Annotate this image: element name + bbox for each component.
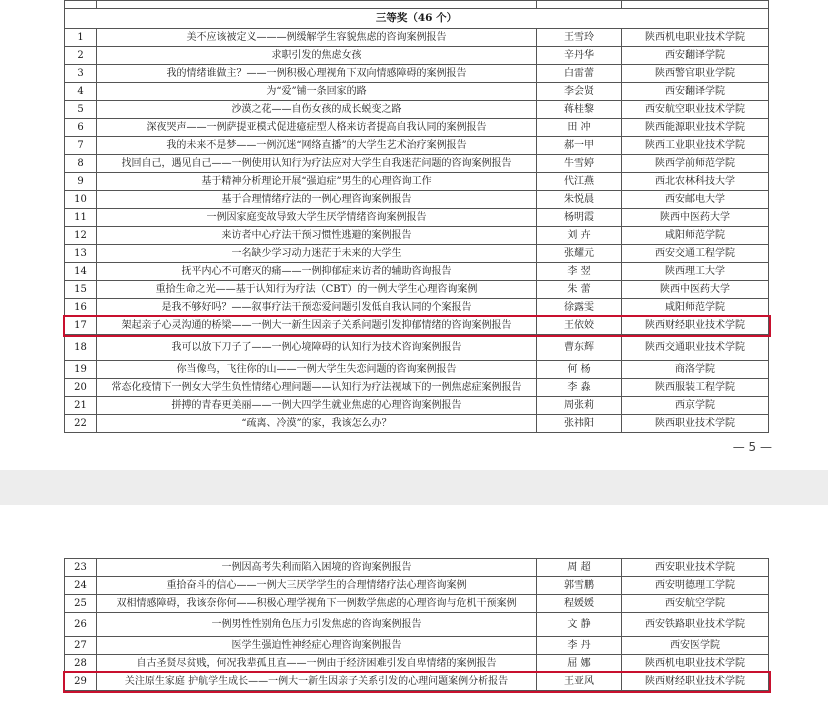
report-title: 自古圣贤尽贫贱，何况我辈孤且直——一例由于经济困难引发自卑情绪的案例报告	[97, 655, 537, 673]
school-name: 西安翻译学院	[622, 47, 769, 65]
table-row	[65, 29, 769, 47]
report-title: 美不应该被定义———例缓解学生容貌焦虑的咨询案例报告	[97, 29, 537, 47]
row-number: 14	[65, 263, 97, 281]
row-number: 26	[65, 613, 97, 637]
report-title: 找回自己，遇见自己——一例使用认知行为疗法应对大学生自我迷茫问题的咨询案例报告	[97, 155, 537, 173]
row-number: 17	[65, 317, 97, 335]
school-name: 咸阳师范学院	[622, 299, 769, 317]
school-name: 陕西理工大学	[622, 263, 769, 281]
author-name: 李 翌	[537, 263, 622, 281]
report-title: 重拾奋斗的信心——一例大三厌学学生的合理情绪疗法心理咨询案例	[97, 577, 537, 595]
table-row	[65, 209, 769, 227]
table-row	[65, 47, 769, 65]
report-title: 重拾生命之光——基于认知行为疗法（CBT）的一例大学生心理咨询案例	[97, 281, 537, 299]
page-number: — 5 —	[732, 440, 772, 454]
table-row	[65, 83, 769, 101]
author-name: 刘 卉	[537, 227, 622, 245]
report-title: 求职引发的焦虑女孩	[97, 47, 537, 65]
table-row	[65, 397, 769, 415]
row-number: 12	[65, 227, 97, 245]
author-name: 郭雪鹏	[537, 577, 622, 595]
school-name: 西安交通工程学院	[622, 245, 769, 263]
table-row	[65, 65, 769, 83]
row-number: 1	[65, 29, 97, 47]
report-title: 基于精神分析理论开展“强迫症”男生的心理咨询工作	[97, 173, 537, 191]
school-name: 陕西财经职业技术学院	[622, 673, 769, 691]
author-name: 李会贤	[537, 83, 622, 101]
author-name: 文 静	[537, 613, 622, 637]
table-row	[65, 191, 769, 209]
author-name: 白雷蕾	[537, 65, 622, 83]
report-title: 是我不够好吗？——叙事疗法干预恋爱问题引发低自我认同的个案报告	[97, 299, 537, 317]
table-row	[65, 173, 769, 191]
school-name: 陕西学前师范学院	[622, 155, 769, 173]
section-header-row	[65, 9, 769, 29]
report-title: 一名缺少学习动力迷茫于未来的大学生	[97, 245, 537, 263]
row-number: 3	[65, 65, 97, 83]
author-name: 李 淼	[537, 379, 622, 397]
report-title: 你当像鸟，飞往你的山——一例大学生失恋问题的咨询案例报告	[97, 361, 537, 379]
table-row	[65, 595, 769, 613]
school-name: 西京学院	[622, 397, 769, 415]
row-number: 4	[65, 83, 97, 101]
table-row	[65, 227, 769, 245]
school-name: 西安铁路职业技术学院	[622, 613, 769, 637]
table-row	[65, 361, 769, 379]
report-title: 一例因家庭变故导致大学生厌学情绪咨询案例报告	[97, 209, 537, 227]
table-row	[65, 281, 769, 299]
school-name: 陕西职业技术学院	[622, 415, 769, 433]
table-row	[65, 613, 769, 637]
school-name: 陕西机电职业技术学院	[622, 29, 769, 47]
author-name: 郝一甲	[537, 137, 622, 155]
school-name: 陕西财经职业技术学院	[622, 317, 769, 335]
page-gap	[0, 470, 828, 505]
row-number: 21	[65, 397, 97, 415]
author-name: 朱 蕾	[537, 281, 622, 299]
report-title: “疏离、冷漠”的家，我该怎么办？	[97, 415, 537, 433]
author-name: 徐露雯	[537, 299, 622, 317]
author-name: 朱悦晨	[537, 191, 622, 209]
school-name: 陕西中医药大学	[622, 209, 769, 227]
author-name: 蒋桂黎	[537, 101, 622, 119]
table-row	[65, 155, 769, 173]
report-title: 医学生强迫性神经症心理咨询案例报告	[97, 637, 537, 655]
table-row	[65, 415, 769, 433]
table-row	[65, 245, 769, 263]
table-top-edge-row	[65, 1, 769, 9]
table-row	[65, 317, 769, 335]
author-name: 代江燕	[537, 173, 622, 191]
report-title: 一例因高考失利而陷入困境的咨询案例报告	[97, 559, 537, 577]
report-title: 一例男性性别角色压力引发焦虑的咨询案例报告	[97, 613, 537, 637]
table-row	[65, 335, 769, 361]
row-number: 29	[65, 673, 97, 691]
row-number: 15	[65, 281, 97, 299]
awards-table-page-6	[64, 558, 769, 691]
row-number: 19	[65, 361, 97, 379]
awards-table-page-5	[64, 0, 769, 433]
row-number: 7	[65, 137, 97, 155]
school-name: 陕西交通职业技术学院	[622, 335, 769, 361]
author-name: 何 杨	[537, 361, 622, 379]
report-title: 双相情感障碍，我该奈你何——积极心理学视角下一例数学焦虑的心理咨询与危机干预案例	[97, 595, 537, 613]
school-name: 陕西中医药大学	[622, 281, 769, 299]
school-name: 陕西警官职业学院	[622, 65, 769, 83]
author-name: 屈 娜	[537, 655, 622, 673]
row-number: 28	[65, 655, 97, 673]
table-row	[65, 559, 769, 577]
report-title: 为“爱”铺一条回家的路	[97, 83, 537, 101]
row-number: 6	[65, 119, 97, 137]
author-name: 王亚风	[537, 673, 622, 691]
report-title: 拼搏的青春更美丽——一例大四学生就业焦虑的心理咨询案例报告	[97, 397, 537, 415]
school-name: 西安职业技术学院	[622, 559, 769, 577]
row-number: 20	[65, 379, 97, 397]
row-number: 16	[65, 299, 97, 317]
school-name: 咸阳师范学院	[622, 227, 769, 245]
document-page-6	[0, 505, 828, 701]
report-title: 来访者中心疗法干预习惯性逃避的案例报告	[97, 227, 537, 245]
author-name: 田 冲	[537, 119, 622, 137]
table-row	[65, 299, 769, 317]
table-row	[65, 101, 769, 119]
table-row	[65, 263, 769, 281]
author-name: 曹东辉	[537, 335, 622, 361]
table-row	[65, 379, 769, 397]
author-name: 周张莉	[537, 397, 622, 415]
school-name: 陕西能源职业技术学院	[622, 119, 769, 137]
row-number: 18	[65, 335, 97, 361]
author-name: 牛雪婷	[537, 155, 622, 173]
school-name: 陕西机电职业技术学院	[622, 655, 769, 673]
report-title: 深夜哭声——一例萨提亚模式促进癔症型人格来访者提高自我认同的案例报告	[97, 119, 537, 137]
school-name: 陕西服装工程学院	[622, 379, 769, 397]
school-name: 西安明德理工学院	[622, 577, 769, 595]
author-name: 张祎阳	[537, 415, 622, 433]
row-number: 10	[65, 191, 97, 209]
author-name: 王依姣	[537, 317, 622, 335]
author-name: 周 超	[537, 559, 622, 577]
row-number: 22	[65, 415, 97, 433]
section-title: 三等奖（46 个）	[65, 9, 769, 29]
author-name: 李 丹	[537, 637, 622, 655]
table-row	[65, 673, 769, 691]
table-row	[65, 637, 769, 655]
row-number: 8	[65, 155, 97, 173]
row-number: 9	[65, 173, 97, 191]
school-name: 西安邮电大学	[622, 191, 769, 209]
row-number: 23	[65, 559, 97, 577]
report-title: 我的情绪谁做主？——一例积极心理视角下双向情感障碍的案例报告	[97, 65, 537, 83]
report-title: 常态化疫情下一例女大学生负性情绪心理问题——认知行为疗法视域下的一例焦虑症案例报告	[97, 379, 537, 397]
row-number: 11	[65, 209, 97, 227]
table-row	[65, 577, 769, 595]
school-name: 西安医学院	[622, 637, 769, 655]
row-number: 24	[65, 577, 97, 595]
table-row	[65, 655, 769, 673]
author-name: 辛丹华	[537, 47, 622, 65]
report-title: 我可以放下刀子了——一例心境障碍的认知行为技术咨询案例报告	[97, 335, 537, 361]
row-number: 25	[65, 595, 97, 613]
row-number: 2	[65, 47, 97, 65]
table-row	[65, 137, 769, 155]
school-name: 西安航空学院	[622, 595, 769, 613]
author-name: 张耀元	[537, 245, 622, 263]
author-name: 王雪玲	[537, 29, 622, 47]
row-number: 27	[65, 637, 97, 655]
table-row	[65, 119, 769, 137]
report-title: 沙漠之花——自伤女孩的成长蜕变之路	[97, 101, 537, 119]
author-name: 程媛媛	[537, 595, 622, 613]
school-name: 陕西工业职业技术学院	[622, 137, 769, 155]
school-name: 西北农林科技大学	[622, 173, 769, 191]
row-number: 5	[65, 101, 97, 119]
author-name: 杨明霞	[537, 209, 622, 227]
school-name: 西安翻译学院	[622, 83, 769, 101]
row-number: 13	[65, 245, 97, 263]
school-name: 西安航空职业技术学院	[622, 101, 769, 119]
school-name: 商洛学院	[622, 361, 769, 379]
report-title: 基于合理情绪疗法的一例心理咨询案例报告	[97, 191, 537, 209]
report-title: 我的未来不是梦——一例沉迷“网络直播”的大学生艺术治疗案例报告	[97, 137, 537, 155]
report-title: 抚平内心不可磨灭的痛——一例抑郁症来访者的辅助咨询报告	[97, 263, 537, 281]
report-title: 关注原生家庭 护航学生成长——一例大一新生因亲子关系引发的心理问题案例分析报告	[97, 673, 537, 691]
report-title: 架起亲子心灵沟通的桥梁——一例大一新生因亲子关系问题引发抑郁情绪的咨询案例报告	[97, 317, 537, 335]
